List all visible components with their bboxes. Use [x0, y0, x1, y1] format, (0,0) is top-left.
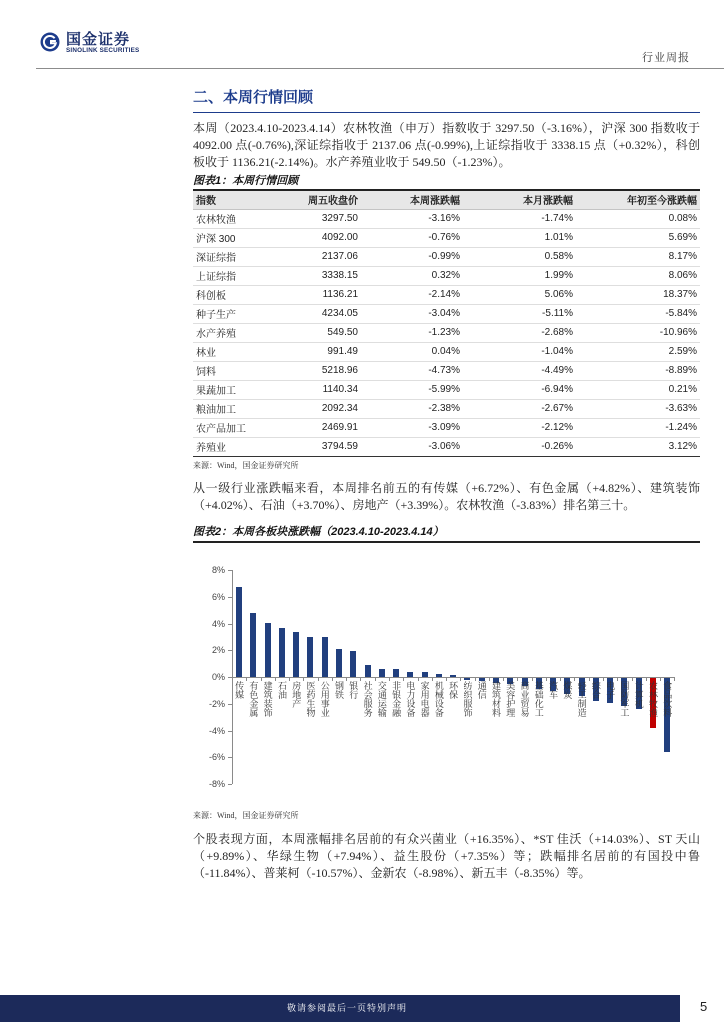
x-tick-label: 石油	[276, 681, 287, 699]
table-row	[193, 228, 700, 247]
x-tick-label: 传媒	[234, 681, 245, 699]
cell-month-change: -5.11%	[463, 304, 576, 323]
cell-close-price: 5218.96	[293, 361, 361, 380]
cell-week-change: 0.32%	[361, 266, 463, 285]
cell-month-change: -1.04%	[463, 342, 576, 361]
y-tick-label: -4%	[208, 725, 225, 736]
x-axis-tick	[660, 677, 661, 681]
x-axis-tick	[403, 677, 404, 681]
cell-week-change: -1.23%	[361, 323, 463, 342]
table-row	[193, 304, 700, 323]
cell-ytd-change: 8.06%	[576, 266, 700, 285]
cell-close-price: 2137.06	[293, 247, 361, 266]
x-tick-label: 国防军工	[619, 681, 630, 717]
cell-month-change: -0.26%	[463, 437, 576, 456]
market-review-table	[193, 191, 700, 457]
cell-index-name: 水产养殖	[193, 323, 293, 342]
y-tick-label: 4%	[211, 618, 225, 629]
logo-company-english-name: SINOLINK SECURITIES	[66, 47, 140, 54]
cell-ytd-change: 5.69%	[576, 228, 700, 247]
x-axis-tick	[418, 677, 419, 681]
chart-bar	[350, 651, 356, 677]
y-axis-tick	[228, 597, 232, 598]
x-tick-label: 有色金属	[248, 681, 259, 717]
cell-week-change: -2.14%	[361, 285, 463, 304]
x-tick-label: 医药生物	[305, 681, 316, 717]
x-tick-label: 房地产	[291, 681, 302, 708]
cell-ytd-change: 18.37%	[576, 285, 700, 304]
table-row	[193, 399, 700, 418]
x-axis-tick	[646, 677, 647, 681]
cell-close-price: 991.49	[293, 342, 361, 361]
x-axis-tick	[232, 677, 233, 681]
cell-week-change: -0.76%	[361, 228, 463, 247]
x-tick-label: 社会服务	[362, 681, 373, 717]
x-tick-label: 农林牧渔	[647, 681, 658, 717]
chart-bar	[293, 632, 299, 677]
y-axis-tick	[228, 704, 232, 705]
table-row	[193, 247, 700, 266]
y-tick-label: -2%	[208, 698, 225, 709]
table1-body	[193, 209, 700, 456]
cell-index-name: 林业	[193, 342, 293, 361]
cell-ytd-change: 0.08%	[576, 209, 700, 228]
cell-close-price: 1140.34	[293, 380, 361, 399]
cell-index-name: 果蔬加工	[193, 380, 293, 399]
chart-bar	[307, 637, 313, 677]
x-axis-tick	[574, 677, 575, 681]
cell-month-change: -4.49%	[463, 361, 576, 380]
x-axis-tick	[632, 677, 633, 681]
y-axis-tick	[228, 784, 232, 785]
x-axis-tick	[261, 677, 262, 681]
x-axis-tick	[432, 677, 433, 681]
x-axis-tick	[289, 677, 290, 681]
x-tick-label: 银行	[348, 681, 359, 699]
logo-company-name: 国金证券	[66, 31, 131, 48]
cell-month-change: 1.99%	[463, 266, 576, 285]
x-tick-label: 食品饮料	[662, 681, 673, 717]
y-tick-label: 8%	[211, 565, 225, 575]
table-row	[193, 418, 700, 437]
chart-bar	[279, 628, 285, 677]
cell-index-name: 农林牧渔	[193, 209, 293, 228]
cell-week-change: -3.09%	[361, 418, 463, 437]
cell-month-change: -6.94%	[463, 380, 576, 399]
cell-ytd-change: 3.12%	[576, 437, 700, 456]
x-axis-tick	[674, 677, 675, 681]
chart-bar	[365, 665, 371, 677]
x-tick-label: 计算机	[633, 681, 644, 708]
x-tick-label: 钢铁	[334, 681, 345, 699]
chart-bar	[236, 587, 242, 677]
y-tick-label: 0%	[211, 672, 225, 682]
chart-caption: 图表2：本周各板块涨跌幅（2023.4.10-2023.4.14）	[193, 526, 444, 538]
cell-close-price: 4234.05	[293, 304, 361, 323]
cell-close-price: 4092.00	[293, 228, 361, 247]
x-tick-label: 环保	[448, 681, 459, 699]
cell-close-price: 2092.34	[293, 399, 361, 418]
table-row	[193, 437, 700, 456]
x-axis-tick	[475, 677, 476, 681]
table-row	[193, 285, 700, 304]
x-axis-tick	[389, 677, 390, 681]
chart-bar	[336, 649, 342, 677]
cell-month-change: -2.67%	[463, 399, 576, 418]
cell-close-price: 2469.91	[293, 418, 361, 437]
y-tick-label: -6%	[208, 752, 225, 763]
x-tick-label: 商业贸易	[519, 681, 530, 717]
x-axis-tick	[589, 677, 590, 681]
x-axis-tick	[503, 677, 504, 681]
cell-ytd-change: -8.89%	[576, 361, 700, 380]
table1-caption: 图表1：本周行情回顾	[193, 175, 299, 187]
chart-bar	[322, 637, 328, 677]
cell-week-change: -2.38%	[361, 399, 463, 418]
table-row	[193, 323, 700, 342]
cell-ytd-change: 2.59%	[576, 342, 700, 361]
industry-summary-paragraph: 从一级行业涨跌幅来看，本周排名前五的有传媒（+6.72%）、有色金属（+4.82%）、建筑装饰（+4.02%）、石油（+3.70%）、房地产（+3.39%）。农林牧渔（-3.83%）排名第三十。	[193, 481, 700, 512]
header-index: 指数	[193, 191, 293, 209]
x-axis-tick	[489, 677, 490, 681]
y-tick-label: -8%	[208, 779, 225, 789]
section-title: 二、本周行情回顾	[193, 89, 314, 106]
cell-close-price: 1136.21	[293, 285, 361, 304]
chart-caption-rule	[193, 541, 700, 543]
y-tick-label: 6%	[211, 591, 225, 602]
stock-summary-paragraph: 个股表现方面，本周涨幅排名居前的有众兴菌业（+16.35%）、*ST 佳沃（+14.03%）、ST 天山（+9.89%）、华绿生物（+7.94%）、益生股份（+7.35%）等；跌幅排名居前的有国投中鲁（-11.84%）、普莱柯（-10.57%）、金新农（-8.98%）、新五丰（-8.35%）等。	[193, 832, 700, 880]
y-axis-tick	[228, 757, 232, 758]
cell-week-change: -3.06%	[361, 437, 463, 456]
x-axis-tick	[346, 677, 347, 681]
chart-bar	[250, 613, 256, 677]
cell-index-name: 深证综指	[193, 247, 293, 266]
cell-ytd-change: 0.21%	[576, 380, 700, 399]
cell-week-change: -3.04%	[361, 304, 463, 323]
x-axis-tick	[603, 677, 604, 681]
x-tick-label: 电力设备	[405, 681, 416, 717]
x-tick-label: 综合	[590, 681, 601, 699]
x-axis-tick	[446, 677, 447, 681]
cell-index-name: 科创板	[193, 285, 293, 304]
weekly-review-paragraph: 本周（2023.4.10-2023.4.14）农林牧渔（申万）指数收于 3297.50（-3.16%），沪深 300 指数收于 4092.00 点(-0.76%),深证综指收于 2137.06 点(-0.99%),上证综指收于 3338.15 点（+0.32%），科创板收于 1136.21(-2.14%)。水产养殖业收于 549.50（-1.23%）。	[193, 121, 700, 169]
y-axis-tick	[228, 570, 232, 571]
y-axis-tick	[228, 731, 232, 732]
y-axis-tick	[228, 650, 232, 651]
x-axis-tick	[532, 677, 533, 681]
x-tick-label: 电子	[605, 681, 616, 699]
x-axis-tick	[375, 677, 376, 681]
x-tick-label: 汽车	[548, 681, 559, 699]
table-row	[193, 209, 700, 228]
x-axis-tick	[546, 677, 547, 681]
y-tick-label: 2%	[211, 645, 225, 656]
x-axis-tick	[617, 677, 618, 681]
table-header-row	[193, 191, 700, 209]
chart-bar	[265, 623, 271, 677]
x-tick-label: 非银金融	[391, 681, 402, 717]
cell-close-price: 549.50	[293, 323, 361, 342]
cell-index-name: 沪深 300	[193, 228, 293, 247]
cell-close-price: 3794.59	[293, 437, 361, 456]
cell-index-name: 粮油加工	[193, 399, 293, 418]
cell-ytd-change: 8.17%	[576, 247, 700, 266]
cell-ytd-change: -1.24%	[576, 418, 700, 437]
x-axis-tick	[560, 677, 561, 681]
cell-week-change: -4.73%	[361, 361, 463, 380]
cell-index-name: 饲料	[193, 361, 293, 380]
x-tick-label: 建筑装饰	[262, 681, 273, 717]
page-number: 5	[700, 999, 708, 1014]
x-tick-label: 轻工制造	[576, 681, 587, 717]
x-tick-label: 通信	[476, 681, 487, 699]
cell-index-name: 种子生产	[193, 304, 293, 323]
cell-index-name: 农产品加工	[193, 418, 293, 437]
x-tick-label: 纺织服饰	[462, 681, 473, 717]
sinolink-logo-icon	[40, 32, 60, 52]
x-axis-tick	[246, 677, 247, 681]
x-tick-label: 交通运输	[376, 681, 387, 717]
table-row	[193, 342, 700, 361]
x-axis-tick	[303, 677, 304, 681]
cell-ytd-change: -5.84%	[576, 304, 700, 323]
chart-bar	[393, 669, 399, 677]
cell-month-change: 0.58%	[463, 247, 576, 266]
cell-week-change: -3.16%	[361, 209, 463, 228]
x-axis-tick	[318, 677, 319, 681]
header-close-price: 周五收盘价	[293, 191, 361, 209]
table1-source: 来源：Wind，国金证券研究所	[193, 461, 299, 470]
table1-header	[193, 191, 700, 209]
x-tick-label: 家用电器	[419, 681, 430, 717]
cell-week-change: -5.99%	[361, 380, 463, 399]
y-axis-tick	[228, 624, 232, 625]
bar-chart	[193, 555, 700, 800]
cell-week-change: -0.99%	[361, 247, 463, 266]
cell-month-change: -2.12%	[463, 418, 576, 437]
cell-close-price: 3338.15	[293, 266, 361, 285]
footer-disclaimer: 敬请参阅最后一页特别声明	[286, 1003, 407, 1013]
report-type-label: 行业周报	[642, 52, 690, 64]
x-axis-line	[232, 677, 674, 678]
cell-ytd-change: -3.63%	[576, 399, 700, 418]
chart-bar	[379, 669, 385, 677]
header-divider	[36, 68, 724, 69]
header-week-change: 本周涨跌幅	[361, 191, 463, 209]
cell-week-change: 0.04%	[361, 342, 463, 361]
header-month-change: 本月涨跌幅	[463, 191, 576, 209]
x-tick-label: 美容护理	[505, 681, 516, 717]
cell-month-change: 1.01%	[463, 228, 576, 247]
x-tick-label: 机械设备	[433, 681, 444, 717]
x-axis-tick	[360, 677, 361, 681]
cell-index-name: 养殖业	[193, 437, 293, 456]
x-tick-label: 建筑材料	[490, 681, 501, 717]
x-tick-label: 公用事业	[319, 681, 330, 717]
x-axis-tick	[332, 677, 333, 681]
footer-band	[0, 995, 680, 1022]
cell-month-change: 5.06%	[463, 285, 576, 304]
header-ytd-change: 年初至今涨跌幅	[576, 191, 700, 209]
cell-ytd-change: -10.96%	[576, 323, 700, 342]
section-title-underline	[193, 112, 700, 113]
cell-close-price: 3297.50	[293, 209, 361, 228]
cell-month-change: -1.74%	[463, 209, 576, 228]
table-row	[193, 380, 700, 399]
cell-month-change: -2.68%	[463, 323, 576, 342]
cell-index-name: 上证综指	[193, 266, 293, 285]
x-axis-tick	[275, 677, 276, 681]
table-row	[193, 361, 700, 380]
table-row	[193, 266, 700, 285]
chart-source: 来源：Wind，国金证券研究所	[193, 811, 299, 820]
x-tick-label: 煤炭	[562, 681, 573, 699]
x-axis-tick	[517, 677, 518, 681]
x-tick-label: 基础化工	[533, 681, 544, 717]
